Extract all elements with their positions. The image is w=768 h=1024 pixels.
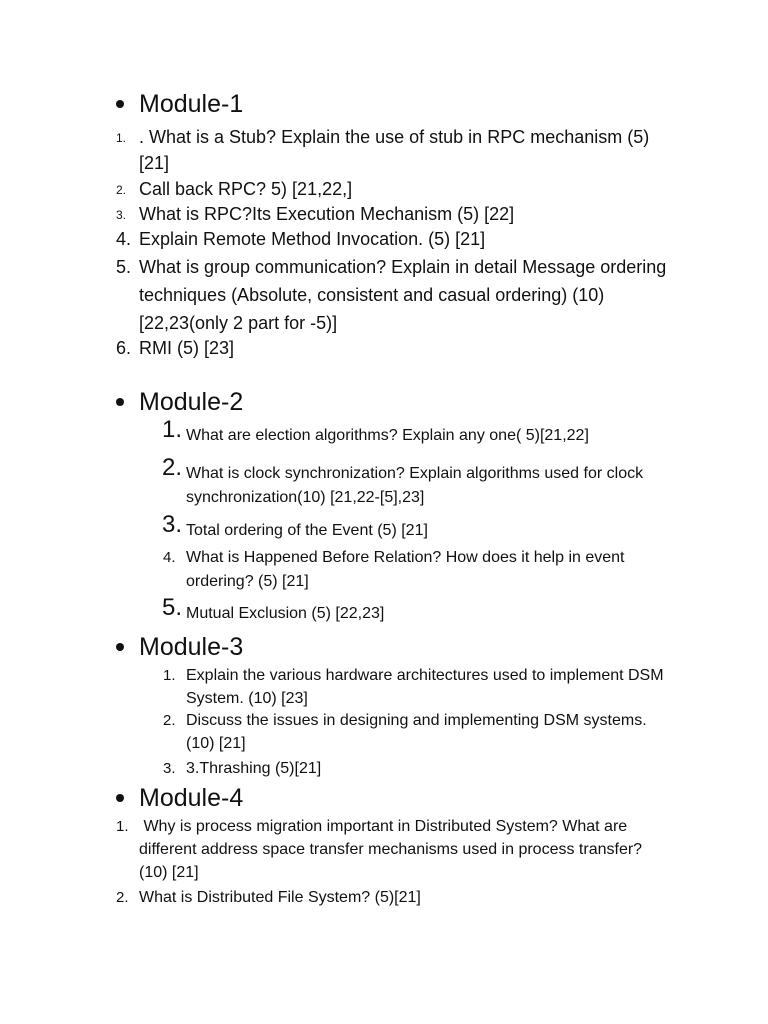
module-title: Module-1 <box>139 90 244 118</box>
item-text: Explain Remote Method Invocation. (5) [21] <box>139 229 486 249</box>
item-text: . What is a Stub? Explain the use of stub in RPC mechanism (5) [21] <box>139 127 650 173</box>
item-text: Why is process migration important in Distributed System? What are different address space transfer mechanisms used in process transfer? (10) [21] <box>139 818 647 881</box>
item-text: Mutual Exclusion (5) [22,23] <box>186 605 385 622</box>
item-text: What are election algorithms? Explain any one( 5)[21,22] <box>186 427 589 444</box>
bullet-icon <box>116 794 124 802</box>
item-number: 4. <box>163 549 176 566</box>
item-number: 5. <box>116 257 132 277</box>
item-text: 3.Thrashing (5)[21] <box>186 760 322 777</box>
item-number: 3. <box>116 208 127 222</box>
module-title: Module-2 <box>139 388 244 416</box>
item-text: Total ordering of the Event (5) [21] <box>186 522 428 539</box>
item-text: What is Distributed File System? (5)[21] <box>139 889 421 906</box>
item-number: 6. <box>116 338 132 358</box>
item-number: 1. <box>162 416 183 443</box>
item-text: What is group communication? Explain in detail Message ordering techniques (Absolute, consistent and casual ordering) (10) [22,23(only 2 part for -5)] <box>139 257 667 333</box>
item-number: 4. <box>116 229 132 249</box>
item-number: 3. <box>163 760 176 777</box>
item-number: 5. <box>162 594 183 621</box>
module-title: Module-3 <box>139 633 244 661</box>
item-text: What is clock synchronization? Explain algorithms used for clock synchronization(10) [21,22-[5],23] <box>186 465 644 506</box>
item-number: 2. <box>162 454 183 481</box>
item-text: Discuss the issues in designing and implementing DSM systems. (10) [21] <box>186 712 647 752</box>
item-number: 2. <box>163 712 176 729</box>
item-text: Call back RPC? 5) [21,22,] <box>139 179 353 199</box>
bullet-icon <box>116 100 124 108</box>
item-number: 1. <box>116 818 129 835</box>
item-number: 3. <box>162 511 183 538</box>
bullet-icon <box>116 643 124 651</box>
bullet-icon <box>116 398 124 406</box>
item-text: Explain the various hardware architectures used to implement DSM System. (10) [23] <box>186 667 664 707</box>
item-number: 2. <box>116 889 129 906</box>
item-text: What is Happened Before Relation? How does it help in event ordering? (5) [21] <box>186 549 625 590</box>
item-text: What is RPC?Its Execution Mechanism (5) [22] <box>139 204 515 224</box>
item-number: 1. <box>116 131 127 145</box>
item-number: 1. <box>163 667 176 684</box>
item-number: 2. <box>116 183 127 197</box>
item-text: RMI (5) [23] <box>139 338 235 358</box>
module-title: Module-4 <box>139 784 244 812</box>
